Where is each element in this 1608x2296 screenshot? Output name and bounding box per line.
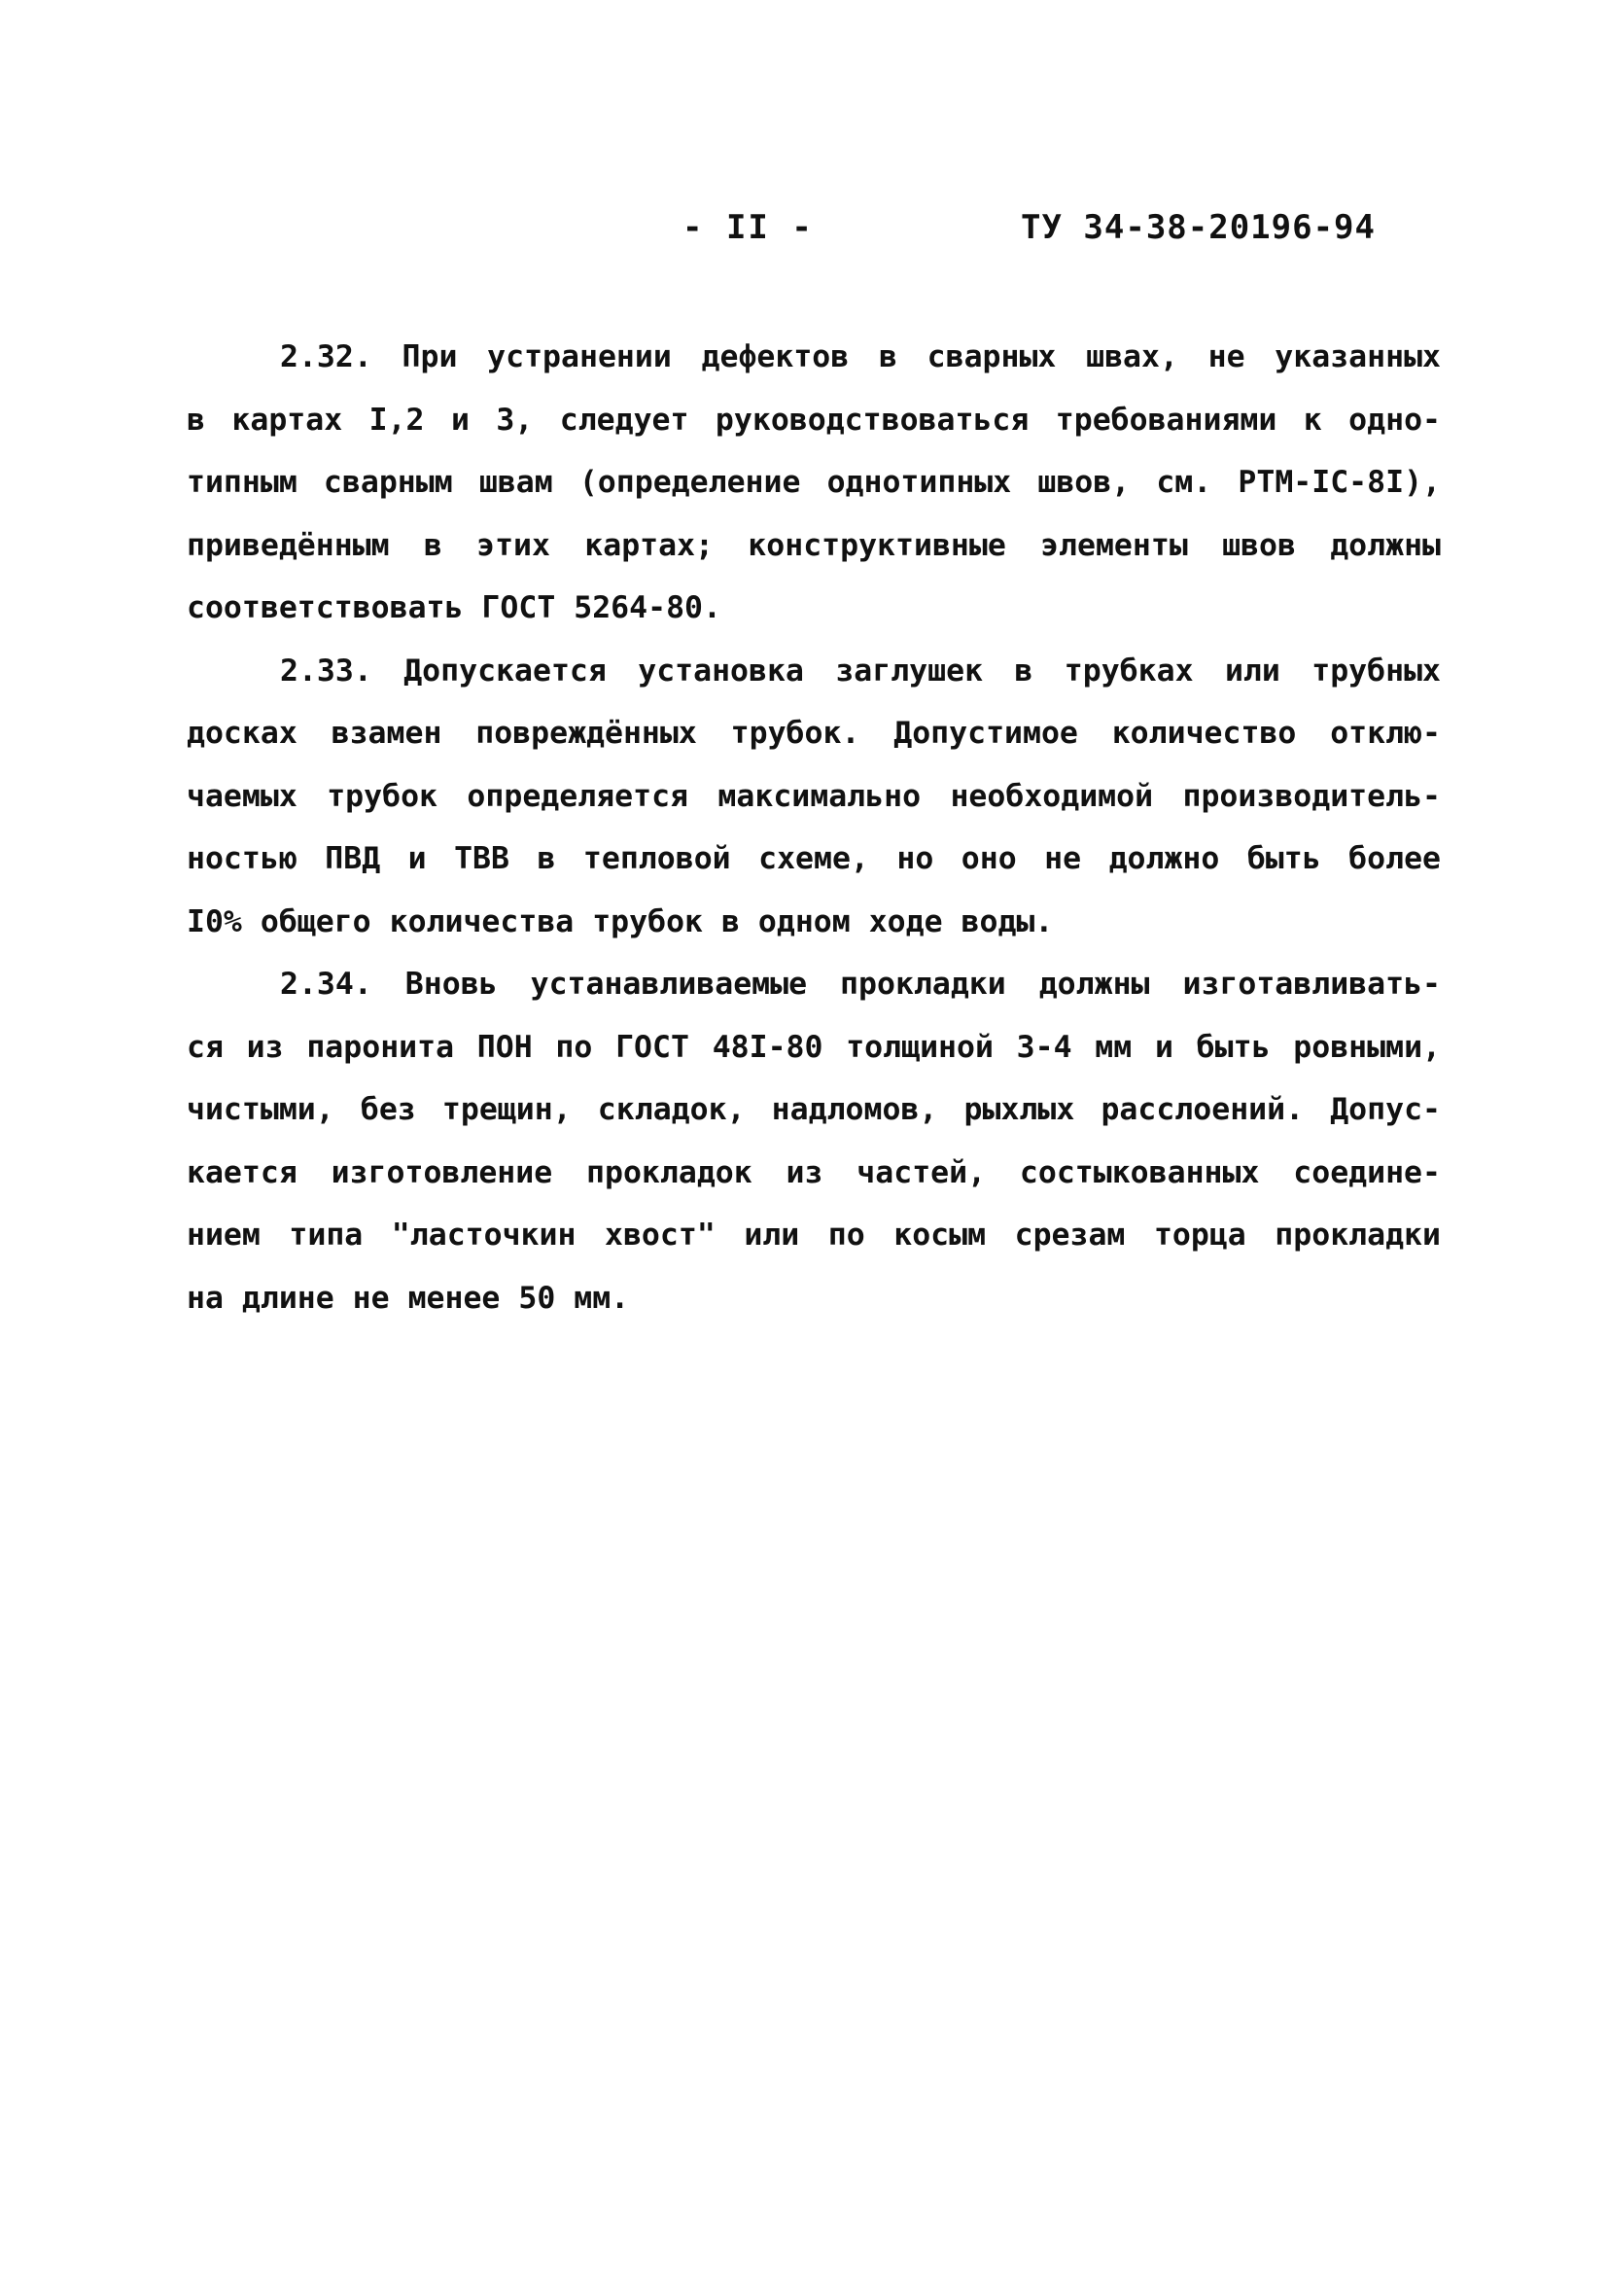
text-line: приведённым в этих картах; конструктивные элементы швов должны xyxy=(187,527,1441,563)
text-line: ностью ПВД и ТВВ в тепловой схеме, но оно не должно быть более xyxy=(187,841,1441,876)
text-line: ся из паронита ПОН по ГОСТ 48I-80 толщиной 3-4 мм и быть ровными, xyxy=(187,1029,1441,1065)
text-line: чаемых трубок определяется максимально необходимой производитель- xyxy=(187,778,1441,814)
text-line: 2.33. Допускается установка заглушек в трубках или трубных xyxy=(280,653,1441,689)
text-line: 2.32. При устранении дефектов в сварных швах, не указанных xyxy=(280,339,1441,374)
text-line: типным сварным швам (определение однотипных швов, см. РТМ-IC-8I), xyxy=(187,465,1441,500)
text-line: нием типа "ласточкин хвост" или по косым срезам торца прокладки xyxy=(187,1218,1441,1253)
paragraph-2-33 xyxy=(187,640,1441,954)
page-header xyxy=(0,208,1608,257)
paragraph-2-34 xyxy=(187,953,1441,1329)
text-line: чистыми, без трещин, складок, надломов, рыхлых расслоений. Допус- xyxy=(187,1092,1441,1127)
page-number: - II - xyxy=(682,208,814,247)
paragraph-2-32 xyxy=(187,326,1441,640)
document-code: ТУ 34-38-20196-94 xyxy=(1021,208,1376,247)
text-line: 2.34. Вновь устанавливаемые прокладки должны изготавливать- xyxy=(280,967,1441,1002)
text-line: досках взамен повреждённых трубок. Допустимое количество отклю- xyxy=(187,716,1441,751)
text-line: кается изготовление прокладок из частей, состыкованных соедине- xyxy=(187,1154,1441,1190)
text-line: на длине не менее 50 мм. xyxy=(187,1280,630,1316)
text-line: соответствовать ГОСТ 5264-80. xyxy=(187,590,721,625)
document-body xyxy=(187,326,1441,1329)
text-line: I0% общего количества трубок в одном ходе воды. xyxy=(187,903,1054,939)
text-line: в картах I,2 и 3, следует руководствоваться требованиями к одно- xyxy=(187,402,1441,438)
